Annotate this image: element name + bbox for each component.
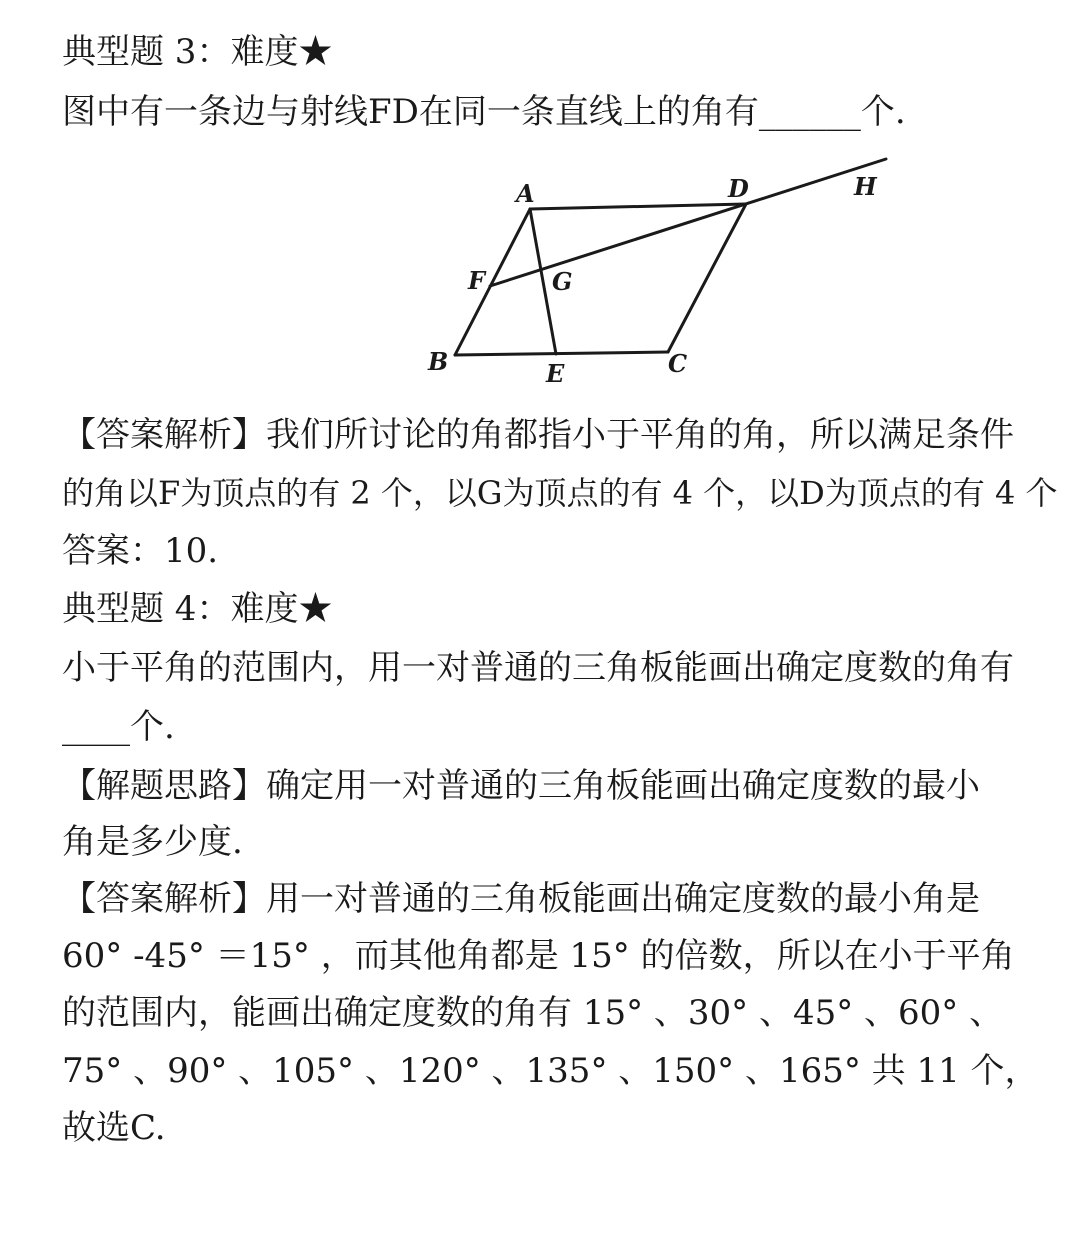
q4-answer-line2: 60° -45° ＝15° ，而其他角都是 15° 的倍数，所以在小于平角	[62, 936, 1015, 976]
q3-answer-line3: 答案：10.	[62, 531, 219, 571]
q4-question-line1: 小于平角的范围内，用一对普通的三角板能画出确定度数的角有	[62, 648, 1014, 688]
segment-ba	[455, 209, 530, 355]
label-b: B	[428, 347, 449, 376]
label-g: G	[552, 267, 573, 296]
label-d: D	[728, 174, 749, 203]
q4-answer-line1: 【答案解析】用一对普通的三角板能画出确定度数的最小角是	[62, 879, 980, 919]
segment-cb	[455, 352, 668, 355]
segment-ad	[530, 204, 746, 209]
geometry-figure	[0, 0, 1080, 400]
q3-title: 典型题 3：难度★	[62, 32, 333, 72]
q4-title: 典型题 4：难度★	[62, 589, 333, 629]
q4-hint-line2: 角是多少度.	[62, 822, 243, 862]
ray-fd-h	[490, 159, 886, 286]
label-a: A	[516, 179, 535, 208]
q4-answer-line4: 75° 、90° 、105° 、120° 、135° 、150° 、165° 共 11 个，	[62, 1051, 1039, 1091]
label-f: F	[468, 266, 486, 295]
q3-answer-line1: 【答案解析】我们所讨论的角都指小于平角的角，所以满足条件	[62, 415, 1014, 455]
q3-question: 图中有一条边与射线FD在同一条直线上的角有______个.	[62, 92, 906, 132]
q4-answer-line3: 的范围内，能画出确定度数的角有 15° 、30° 、45° 、60° 、	[62, 993, 1004, 1033]
q4-answer-line5: 故选C.	[62, 1108, 166, 1148]
q4-question-line2: ____个.	[62, 707, 175, 747]
q4-hint-line1: 【解题思路】确定用一对普通的三角板能画出确定度数的最小	[62, 766, 980, 806]
label-h: H	[854, 172, 877, 201]
label-c: C	[668, 349, 688, 378]
label-e: E	[546, 359, 565, 388]
q3-answer-line2: 的角以F为顶点的有 2 个，以G为顶点的有 4 个，以D为顶点的有 4 个	[62, 474, 1058, 512]
